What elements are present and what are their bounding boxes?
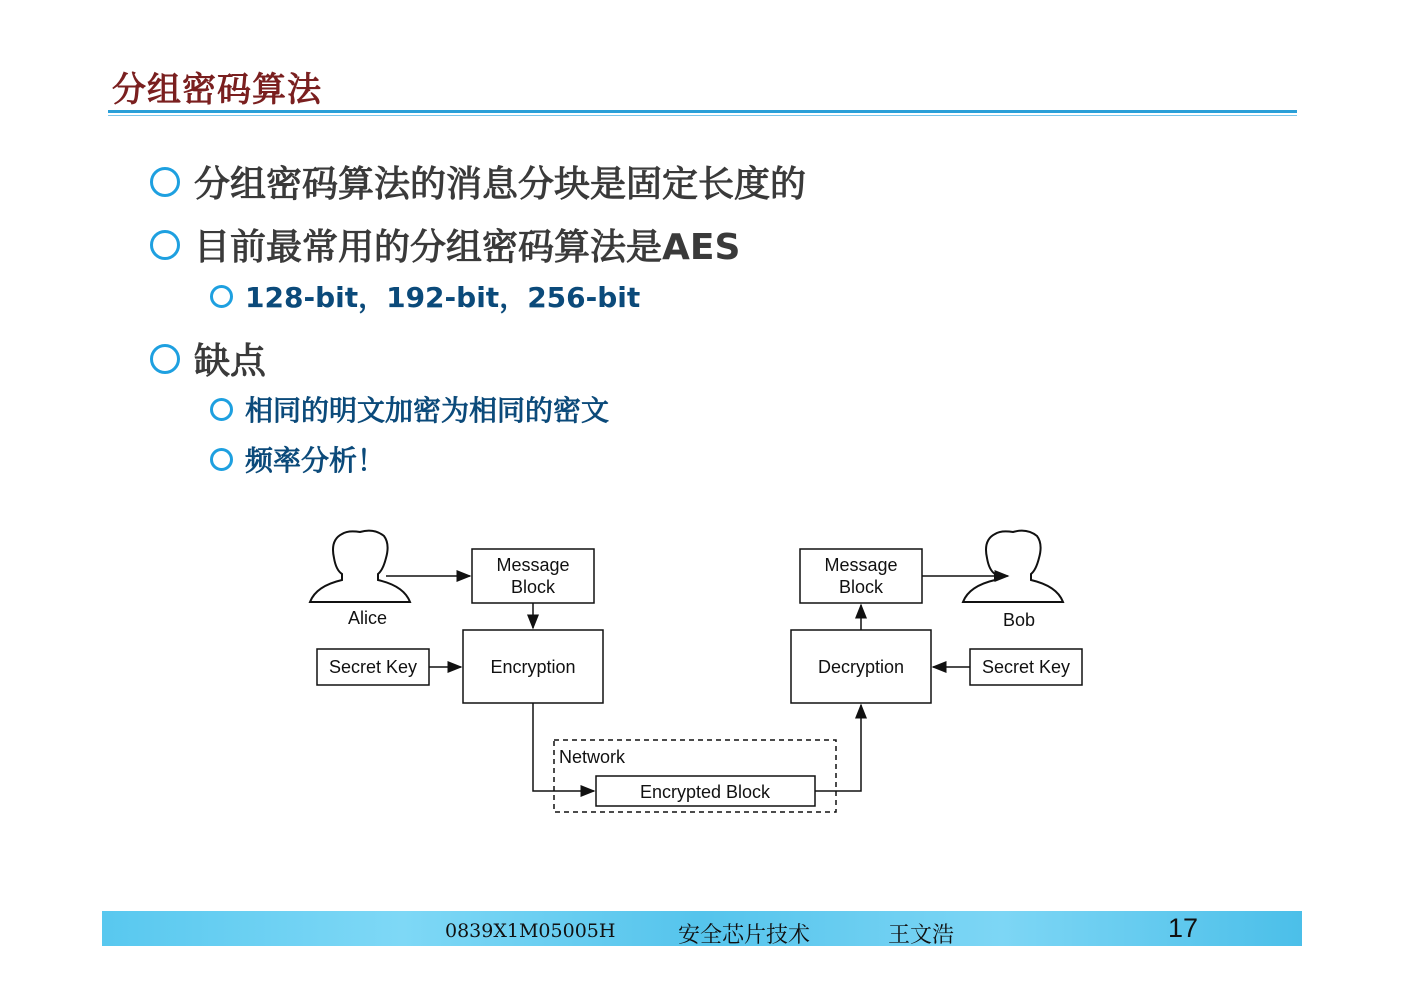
title-rule — [108, 110, 1297, 113]
bullet-ring-icon — [210, 398, 233, 421]
message-block-left-line1: Message — [496, 555, 570, 575]
secret-key-left-label: Secret Key — [328, 657, 418, 677]
bullet-text: 目前最常用的分组密码算法是AES — [194, 227, 741, 268]
bullet-ring-icon — [150, 344, 180, 374]
sub-bullet-key-sizes — [210, 276, 640, 316]
bob-person-icon — [963, 531, 1063, 602]
encrypted-block-label: Encrypted Block — [639, 782, 771, 802]
footer-author: 王文浩 — [888, 923, 955, 948]
bullet-text: 相同的明文加密为相同的密文 — [245, 394, 610, 427]
decryption-label: Decryption — [817, 657, 905, 677]
title-rule-thin — [108, 115, 1297, 116]
bullet-ring-icon — [150, 167, 180, 197]
bullet-text: 分组密码算法的消息分块是固定长度的 — [194, 164, 807, 205]
sub-bullet-same-ciphertext — [210, 389, 609, 429]
alice-label: Alice — [348, 608, 388, 628]
secret-key-right-label: Secret Key — [981, 657, 1071, 677]
arrow-network-to-decryption — [815, 705, 861, 791]
encryption-label: Encryption — [490, 657, 576, 677]
bullet-drawbacks — [150, 333, 266, 384]
page-number: 17 — [1168, 913, 1199, 943]
bullet-aes — [150, 219, 740, 270]
bullet-fixed-length — [150, 156, 806, 207]
sub-bullet-frequency-analysis — [210, 439, 385, 479]
block-cipher-diagram — [300, 520, 1100, 820]
bob-label: Bob — [1003, 610, 1036, 630]
slide-title: 分组密码算法 — [112, 70, 322, 110]
message-block-right-line1: Message — [824, 555, 898, 575]
alice-person-icon — [310, 531, 410, 602]
bullet-ring-icon — [210, 448, 233, 471]
network-label: Network — [559, 747, 626, 767]
bullet-text: 缺点 — [194, 341, 267, 382]
message-block-right-line2: Block — [838, 577, 884, 597]
bullet-text: 128-bit，192-bit，256-bit — [245, 281, 641, 314]
footer-course-name: 安全芯片技术 — [678, 923, 811, 948]
footer-course-code: 0839X1M05005H — [445, 920, 616, 942]
bullet-ring-icon — [150, 230, 180, 260]
message-block-left-line2: Block — [510, 577, 556, 597]
bullet-ring-icon — [210, 285, 233, 308]
bullet-text: 频率分析！ — [245, 444, 386, 477]
